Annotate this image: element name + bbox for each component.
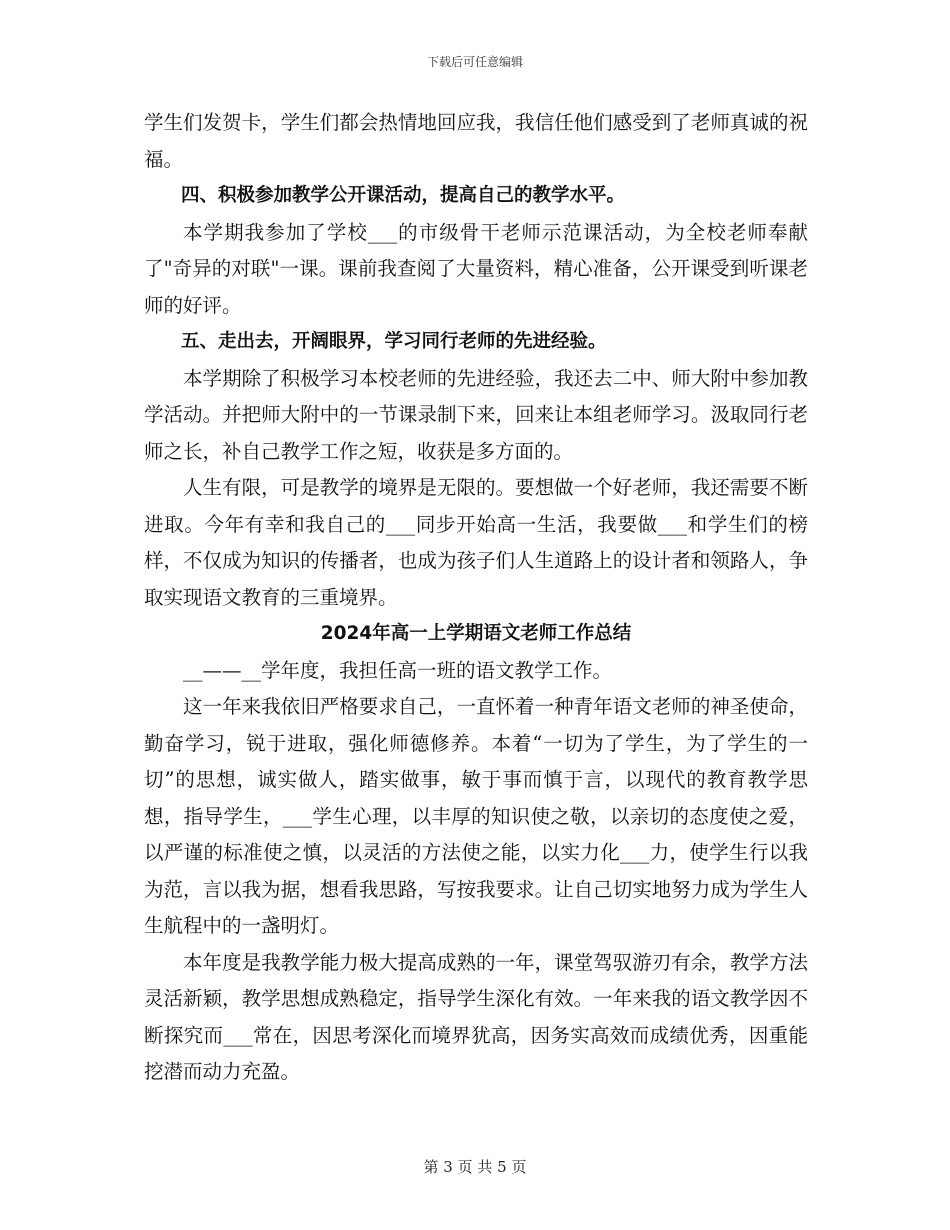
section-heading-4: 四、积极参加教学公开课活动，提高自己的教学水平。 xyxy=(181,185,626,206)
paragraph-school-year: __——__学年度，我担任高一班的语文教学工作。 xyxy=(183,658,613,682)
document-body xyxy=(144,105,808,1091)
document-title: 2024年高一上学期语文老师工作总结 xyxy=(320,623,632,644)
page-footer: 第 3 页 共 5 页 xyxy=(423,1158,527,1176)
paragraph-learning: 本学期除了积极学习本校老师的先进经验，我还去二中、师大附中参加教学活动。并把师大附中的一节课录制下来，回来让本组老师学习。汲取同行老师之长，补自己教学工作之短，收获是多方面的。 xyxy=(144,366,808,463)
section-heading-5: 五、走出去，开阔眼界，学习同行老师的先进经验。 xyxy=(181,331,607,352)
page-header: 下载后可任意编辑 xyxy=(426,55,523,69)
paragraph-conclusion: 人生有限，可是教学的境界是无限的。要想做一个好老师，我还需要不断进取。今年有幸和我自己的___同步开始高一生活，我要做___和学生们的榜样，不仅成为知识的传播者，也成为孩子们人生道路上的设计者和领路人，争取实现语文教育的三重境界。 xyxy=(144,476,808,609)
paragraph-mission: 这一年来我依旧严格要求自己，一直怀着一种青年语文老师的神圣使命，勤奋学习，锐于进取，强化师德修养。本着“一切为了学生，为了学生的一切”的思想，诚实做人，踏实做事，敏于事而慎于言，以现代的教育教学思想，指导学生，___学生心理，以丰厚的知识使之敬，以亲切的态度使之爱，以严谨的标准使之慎，以灵活的方法使之能，以实力化___力，使学生行以我为范，言以我为据，想看我思路，写按我要求。让自己切实地努力成为学生人生航程中的一盏明灯。 xyxy=(144,695,808,937)
paragraph-continuation: 学生们发贺卡，学生们都会热情地回应我，我信任他们感受到了老师真诚的祝福。 xyxy=(144,111,808,171)
paragraph-achievement: 本年度是我教学能力极大提高成熟的一年，课堂驾驭游刃有余，教学方法灵活新颖，教学思想成熟稳定，指导学生深化有效。一年来我的语文教学因不断探究而___常在，因思考深化而境界犹高，因务实高效而成绩优秀，因重能挖潜而动力充盈。 xyxy=(144,950,808,1083)
paragraph-open-class: 本学期我参加了学校___的市级骨干老师示范课活动，为全校老师奉献了"奇异的对联"一课。课前我查阅了大量资料，精心准备，公开课受到听课老师的好评。 xyxy=(144,220,808,317)
